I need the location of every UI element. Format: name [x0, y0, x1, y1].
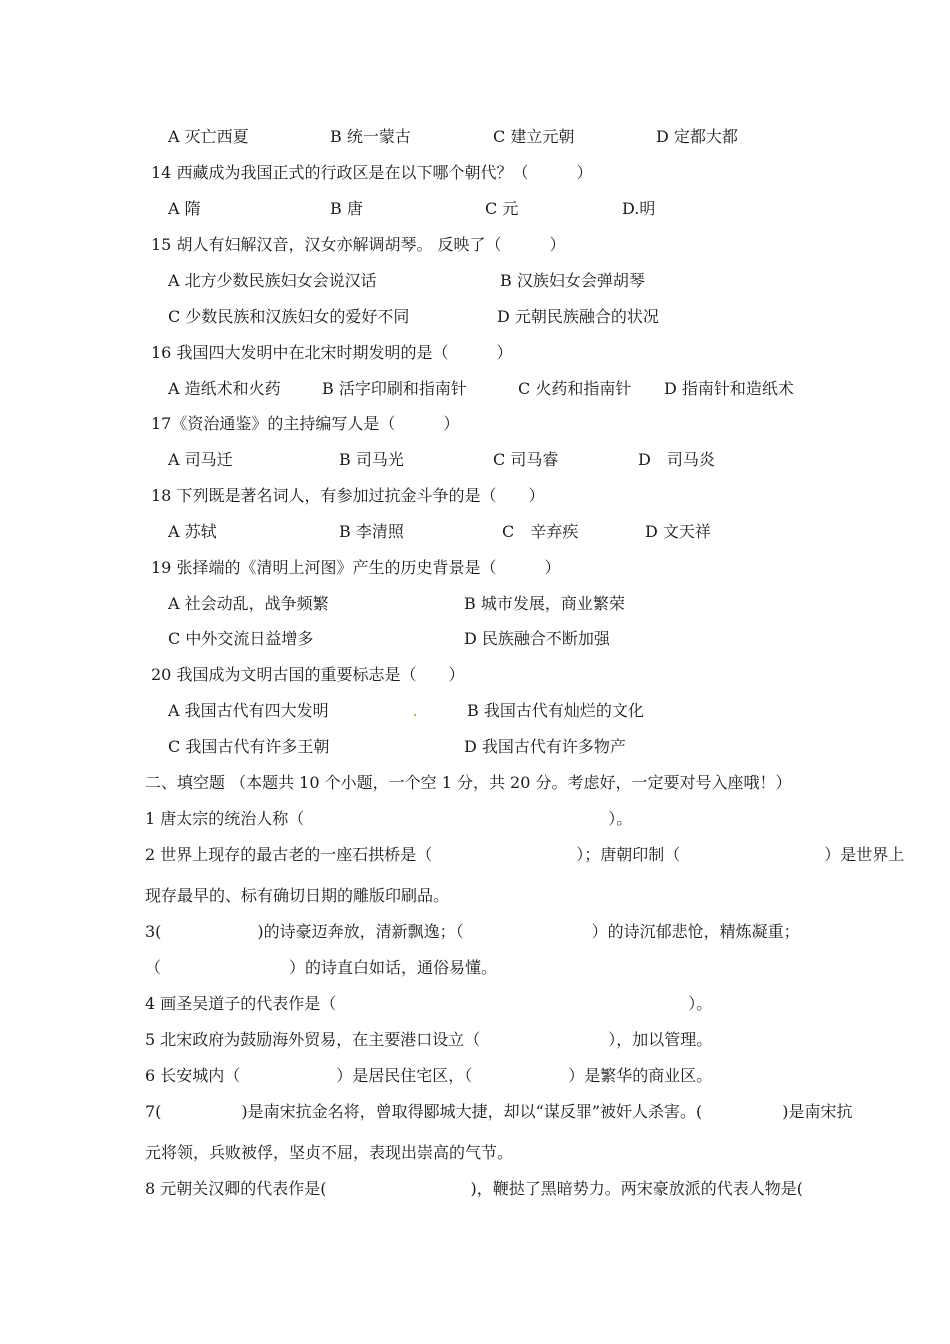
q17-option-d: D 司马炎 [638, 450, 715, 469]
fill-question-2-line2: 现存最早的、标有确切日期的雕版印刷品。 [145, 886, 450, 905]
q15-stem: 15 胡人有妇解汉音，汉女亦解调胡琴。 反映了（ ） [151, 235, 566, 254]
fill-question-7-line2: 元将领，兵败被俘，坚贞不屈，表现出崇高的气节。 [145, 1143, 514, 1162]
q14-stem: 14 西藏成为我国正式的行政区是在以下哪个朝代？（ ） [151, 163, 593, 182]
q16-stem: 16 我国四大发明中在北宋时期发明的是（ ） [151, 343, 513, 362]
q19-option-d: D 民族融合不断加强 [464, 629, 610, 648]
fill-question-7-line1: 7( )是南宋抗金名将，曾取得郾城大捷，却以“谋反罪”被奸人杀害。( )是南宋抗 [145, 1102, 853, 1121]
q16-option-b: B 活字印刷和指南针 [322, 379, 467, 398]
q17-option-a: A 司马迁 [168, 450, 233, 469]
q18-option-d: D 文天祥 [645, 522, 711, 541]
q16-option-d: D 指南针和造纸术 [664, 379, 794, 398]
q13-option-a: A 灭亡西夏 [168, 127, 249, 146]
q18-option-a: A 苏轼 [168, 522, 217, 541]
q16-option-a: A 造纸术和火药 [168, 379, 281, 398]
q18-stem: 18 下列既是著名词人，有参加过抗金斗争的是（ ） [151, 486, 545, 505]
q13-option-d: D 定都大都 [656, 127, 738, 146]
q18-option-c: C 辛弃疾 [502, 522, 579, 541]
section-heading-fill-in: 二、填空题 （本题共 10 个小题，一个空 1 分，共 20 分。考虑好，一定要对号入座哦！） [145, 773, 792, 792]
q14-option-c: C 元 [485, 199, 519, 218]
q19-stem: 19 张择端的《清明上河图》产生的历史背景是（ ） [151, 558, 561, 577]
q15-option-a: A 北方少数民族妇女会说汉话 [168, 271, 377, 290]
q14-option-a: A 隋 [168, 199, 201, 218]
q17-option-b: B 司马光 [339, 450, 404, 469]
fill-question-3-line1: 3( )的诗豪迈奔放，清新飘逸；（ ）的诗沉郁悲怆，精炼凝重； [145, 922, 800, 941]
fill-question-3-line2: （ ）的诗直白如话，通俗易懂。 [145, 958, 498, 977]
q15-option-d: D 元朝民族融合的状况 [497, 307, 659, 326]
fill-question-2-line1: 2 世界上现存的最古老的一座石拱桥是（ ）；唐朝印制（ ）是世界上 [145, 845, 905, 864]
fill-question-5: 5 北宋政府为鼓励海外贸易，在主要港口设立（ ），加以管理。 [145, 1030, 713, 1049]
q20-option-d: D 我国古代有许多物产 [464, 737, 626, 756]
q17-option-c: C 司马睿 [493, 450, 559, 469]
q13-option-b: B 统一蒙古 [330, 127, 411, 146]
q17-stem: 17《资治通鉴》的主持编写人是（ ） [151, 414, 460, 433]
q20-option-c: C 我国古代有许多王朝 [168, 737, 330, 756]
q20-stem: 20 我国成为文明古国的重要标志是（ ） [151, 665, 465, 684]
q16-option-c: C 火药和指南针 [518, 379, 632, 398]
q19-option-c: C 中外交流日益增多 [168, 629, 314, 648]
q20-option-a: A 我国古代有四大发明 [168, 701, 329, 720]
q19-option-b: B 城市发展，商业繁荣 [464, 594, 625, 613]
scan-speck [414, 714, 416, 716]
fill-question-1: 1 唐太宗的统治人称（ ）。 [145, 809, 633, 828]
q14-option-d: D.明 [622, 199, 656, 218]
fill-question-6: 6 长安城内（ ）是居民住宅区，（ ）是繁华的商业区。 [145, 1066, 713, 1085]
q20-option-b: B 我国古代有灿烂的文化 [467, 701, 644, 720]
fill-question-4: 4 画圣吴道子的代表作是（ ）。 [145, 994, 713, 1013]
q14-option-b: B 唐 [330, 199, 363, 218]
fill-question-8: 8 元朝关汉卿的代表作是( )，鞭挞了黑暗势力。两宋豪放派的代表人物是( [145, 1179, 803, 1198]
q13-option-c: C 建立元朝 [493, 127, 575, 146]
q15-option-c: C 少数民族和汉族妇女的爱好不同 [168, 307, 410, 326]
q18-option-b: B 李清照 [339, 522, 404, 541]
q19-option-a: A 社会动乱，战争频繁 [168, 594, 329, 613]
q15-option-b: B 汉族妇女会弹胡琴 [500, 271, 645, 290]
